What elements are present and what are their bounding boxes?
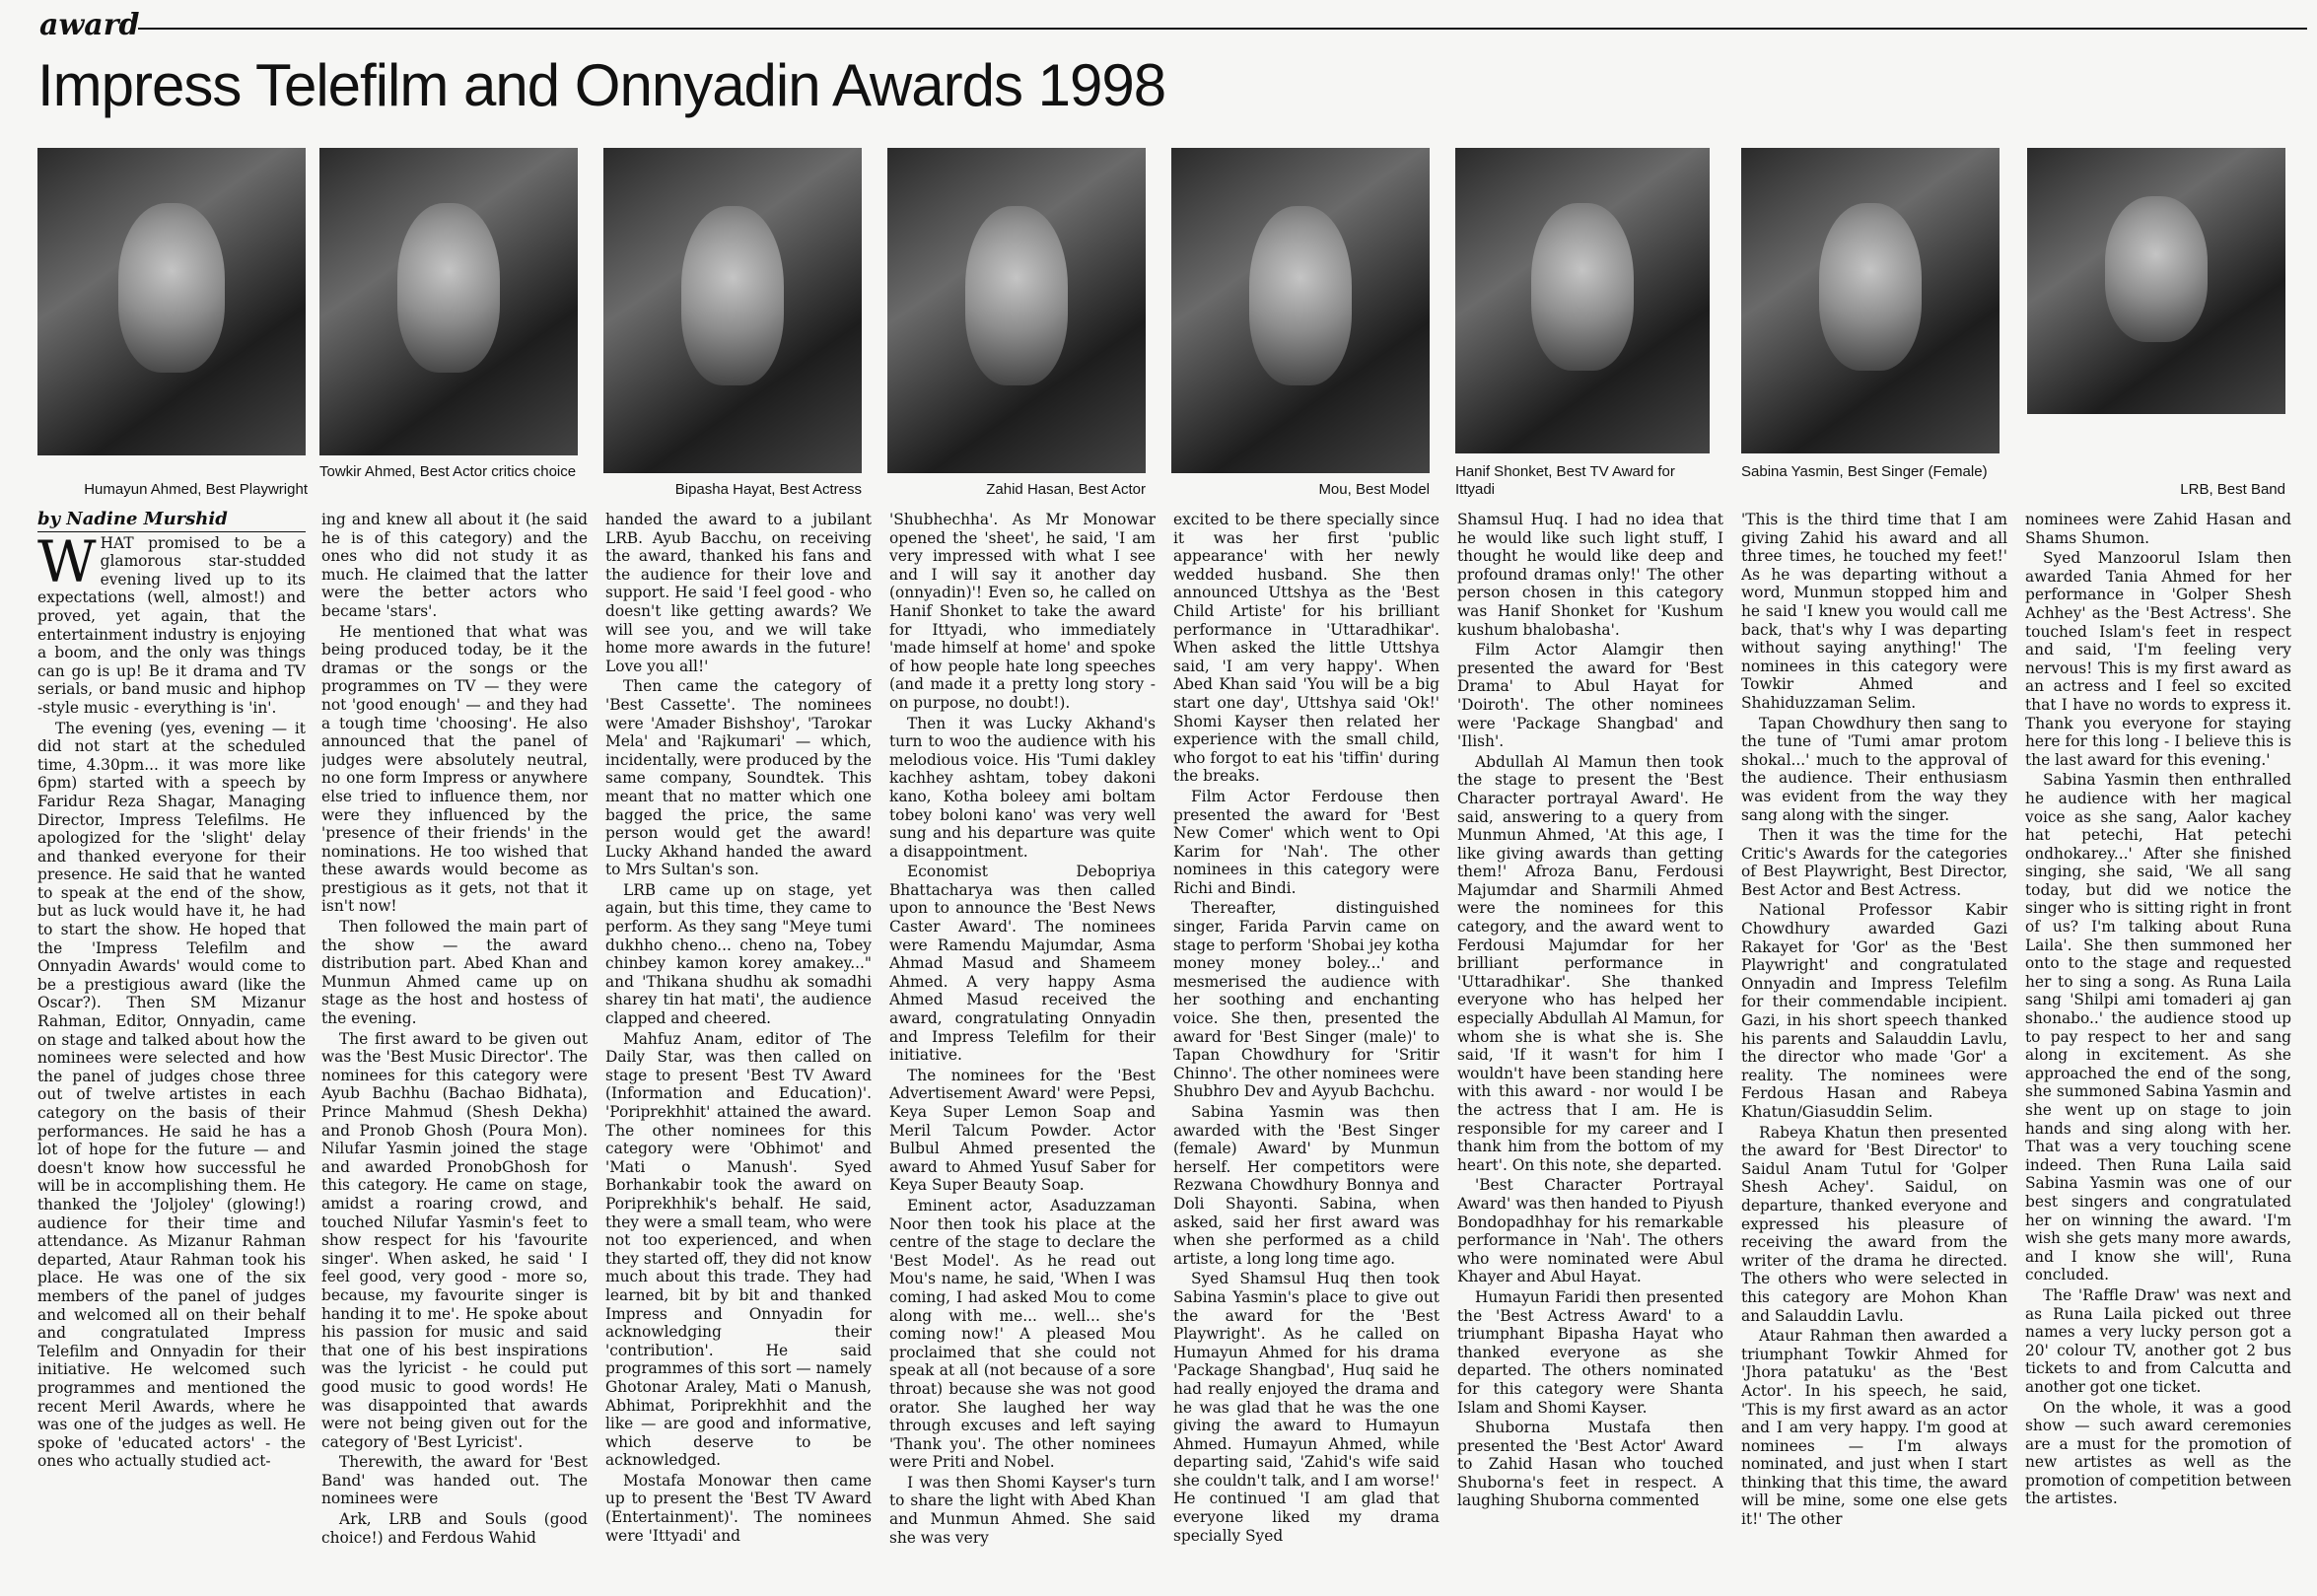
paragraph: Shuborna Mustafa then presented the 'Best Actor' Award to Zahid Hasan who touched Shuborna's feet in respect. A laughing Shuborna commented xyxy=(1457,1419,1723,1510)
column-7 xyxy=(1741,511,2007,1590)
paragraph: National Professor Kabir Chowdhury awarded Gazi Rakayet for 'Gor' as the 'Best Playwright' and congratulated Onnyadin and Impress Telefilm for their commendable incipient. Gazi, in his short speech thanked his parents and Salauddin Lavlu, the director who made 'Gor' a reality. The nominees were Ferdous Hasan and Rabeya Khatun/Giasuddin Selim. xyxy=(1741,901,2007,1121)
paragraph: I was then Shomi Kayser's turn to share the light with Abed Khan and Munmun Ahmed. She said she was very xyxy=(889,1473,1156,1547)
paragraph: Rabeya Khatun then presented the award for 'Best Director' to Saidul Anam Tutul for 'Golper Shesh Achey'. Saidul, on departure, thanked everyone and expressed his pleasure of receiving the award from the writer of the drama he directed. The others who were selected in this category are Mohon Khan and Salauddin Lavlu. xyxy=(1741,1123,2007,1325)
paragraph: The evening (yes, evening — it did not start at the scheduled time, 4.30pm... it was more like 6pm) started with a speech by Faridur Reza Shagar, Managing Director, Impress Telefilms. He apologized for the 'slight' delay and thanked everyone for their presence. He said that he wanted to speak at the end of the show, but as luck would have it, he had to start the show. He hoped that the 'Impress Telefilm and Onnyadin Awards' would come to be a prestigious award (like the Oscar?). Then SM Mizanur Rahman, Editor, Onnyadin, came on stage and talked about how the nominees were selected and how the panel of judges chose three out of twelve artistes in each category on the basis of their performances. He said he has a lot of hope for the future — and doesn't know how successful he will be in accomplishing them. He thanked the 'Joljoley' (glowing!) audience for their time and attendance. As Mizanur Rahman departed, Ataur Rahman took his place. He was one of the six members of the panel of judges and welcomed all on their behalf and congratulated Impress Telefilm and Onnyadin for their initiative. He welcomed such programmes and mentioned the recent Meril Awards, where he was one of the judges as well. He spoke of 'educated actors' - the ones who actually studied act- xyxy=(37,719,306,1471)
paragraph: Film Actor Alamgir then presented the award for 'Best Drama' to Abul Hayat for 'Doiroth'. The other nominees were 'Package Shangbad' and 'Ilish'. xyxy=(1457,641,1723,751)
paragraph: Shamsul Huq. I had no idea that he would like such light stuff, I thought he would like deep and profound dramas only!' The other person chosen in this category was Hanif Shonket for 'Kushum kushum bhalobasha'. xyxy=(1457,511,1723,639)
paragraph: excited to be there specially since it was her first 'public appearance' with her newly wedded husband. She then announced Uttshya as the 'Best Child Artiste' for his brilliant performance in 'Uttaradhikar'. When asked the little Uttshya said, 'I am very happy'. When Abed Khan said 'You will be a big start one day', Uttshya said 'Ok!' Shomi Kayser then related her experience with the small child, who forgot to eat his 'tiffin' during the breaks. xyxy=(1173,511,1439,786)
paragraph: Syed Manzoorul Islam then awarded Tania Ahmed for her performance in 'Golper Shesh Achhey' as the 'Best Actress'. She touched Islam's feet in respect and said, 'I'm feeling very nervous! This is my first award as an actress and I feel so excited that I have no words to express it. Thank you everyone for staying here for this long - I believe this is the last award for this evening.' xyxy=(2025,549,2291,769)
paragraph: The nominees for the 'Best Advertisement Award' were Pepsi, Keya Super Lemon Soap and Meril Talcum Powder. Actor Bulbul Ahmed presented the award to Ahmed Yusuf Saber for Keya Super Beauty Soap. xyxy=(889,1066,1156,1195)
paragraph: Then followed the main part of the show — the award distribution part. Abed Khan and Munmun Ahmed came up on stage as the host and hostess of the evening. xyxy=(321,918,588,1028)
paragraph: Humayun Faridi then presented the 'Best Actress Award' to a triumphant Bipasha Hayat who thanked everyone as she departed. The others nominated for this category were Shanta Islam and Shomi Kayser. xyxy=(1457,1287,1723,1417)
caption-bipasha-hayat: Bipasha Hayat, Best Actress xyxy=(674,481,862,498)
photo-towkir-ahmed xyxy=(319,148,578,455)
paragraph: ing and knew all about it (he said he is of this category) and the ones who did not study it as much. He claimed that the latter were the better actors who became 'stars'. xyxy=(321,511,588,620)
photo-humayun-ahmed xyxy=(37,148,306,455)
section-tag: award xyxy=(39,8,140,42)
photo-bipasha-hayat xyxy=(603,148,862,473)
caption-sabina-yasmin: Sabina Yasmin, Best Singer (Female) xyxy=(1741,463,1988,480)
photo-sabina-yasmin xyxy=(1741,148,2000,453)
top-rule xyxy=(138,28,2307,30)
paragraph: Syed Shamsul Huq then took Sabina Yasmin's place to give out the award for the 'Best Playwright'. As he called on Humayun Ahmed for his drama 'Package Shangbad', Huq said he had really enjoyed the drama and he was glad that he was the one giving the award to Humayun Ahmed. Humayun Ahmed, while departing said, 'Zahid's wife said she couldn't talk, and I am worse!' He continued 'I am glad that everyone liked my drama specially Syed xyxy=(1173,1270,1439,1545)
column-6 xyxy=(1457,511,1723,1590)
caption-lrb: LRB, Best Band xyxy=(2180,481,2285,498)
paragraph: Ark, LRB and Souls (good choice!) and Ferdous Wahid xyxy=(321,1510,588,1547)
paragraph: Then came the category of 'Best Cassette'. The nominees were 'Amader Bishshoy', 'Tarokar Mela' and 'Rajkumari' — which, incidentally, were produced by the same company, Soundtek. This meant that no matter which one bagged the price, the same person would get the award! Lucky Akhand handed the award to Mrs Sultan's son. xyxy=(605,677,872,879)
paragraph: Sabina Yasmin then enthralled he audience with her magical voice as she sang, Aalor kachey hat petechi, Hat petechi ondhokarey...' After she finished singing, she said, 'We all sang today, but did we notice the singer who is sitting right in front of us? I'm talking about Runa Laila'. She then summoned her onto to the stage and requested her to sing a song. As Runa Laila sang 'Shilpi ami tomaderi aj gan shonabo..' the audience stood up to pay respect to her and sang along in excitement. As she approached the end of the song, she summoned Sabina Yasmin and she went up on stage to join hands and sing along with her. That was a very touching scene indeed. Then Runa Laila said Sabina Yasmin was one of our best singers and congratulated her on winning the award. 'I'm wish she gets many more awards, and I know she will', Runa concluded. xyxy=(2025,771,2291,1284)
paragraph: 'This is the third time that I am giving Zahid his award and all three times, he touched my feet!' As he was departing without a word, Munmun stopped him and he said 'I knew you would call me back, that's why I was departing without saying anything!' The nominees in this category were Towkir Ahmed and Shahiduzzaman Selim. xyxy=(1741,511,2007,712)
paragraph: Therewith, the award for 'Best Band' was handed out. The nominees were xyxy=(321,1453,588,1508)
column-1 xyxy=(37,511,306,1590)
photo-hanif-shonket xyxy=(1455,148,1710,453)
paragraph: LRB came up on stage, yet again, but this time, they came to perform. As they sang "Meye tumi dukhho cheno... cheno na, Tobey chinbey kamon korey amakey..." and 'Thikana shudhu ak somadhi sharey tin hat mati', the audience clapped and cheered. xyxy=(605,880,872,1028)
column-2 xyxy=(321,511,588,1590)
byline: by Nadine Murshid xyxy=(37,511,306,532)
drop-cap: W xyxy=(37,527,97,595)
paragraph: Mahfuz Anam, editor of The Daily Star, was then called on stage to present 'Best TV Award (Information and Education)'. 'Poriprekhhit' attained the award. The other nominees for this category were 'Obhimot' and 'Mati o Manush'. Syed Borhankabir took the award on Poriprekhhik's behalf. He said, they were a small team, who were not too experienced, and when they started off, they did not know much about this trade. They had learned, bit by bit and thanked Impress and Onnyadin for acknowledging their 'contribution'. He said programmes of this sort — namely Ghotonar Araley, Mati o Manush, Abhimat, Poriprekhhit and the like — are good and informative, which deserve to be acknowledged. xyxy=(605,1029,872,1470)
paragraph: Thereafter, distinguished singer, Farida Parvin came on stage to perform 'Shobai jey kotha money money boley...' and mesmerised the audience with her soothing and enchanting voice. She then, presented the award for 'Best Singer (male)' to Tapan Chowdhury for 'Sritir Chinno'. The other nominees were Shubhro Dev and Ayyub Bachchu. xyxy=(1173,899,1439,1101)
paragraph: On the whole, it was a good show — such award ceremonies are a must for the promotion of new artistes as well as the promotion of competition between the artistes. xyxy=(2025,1398,2291,1508)
paragraph: Mostafa Monowar then came up to present the 'Best TV Award (Entertainment)'. The nominees were 'Ittyadi' and xyxy=(605,1471,872,1545)
column-3 xyxy=(605,511,872,1590)
column-8 xyxy=(2025,511,2291,1590)
paragraph: 'Shubhechha'. As Mr Monowar opened the 'sheet', he said, 'I am very impressed with what I see and I will say it another day (onnyadin)'! Even so, he called on Hanif Shonket to take the award for Ittyadi, who immediately 'made himself at home' and spoke of how people hate long speeches (and made it a pretty long story - on purpose, no doubt!). xyxy=(889,511,1156,712)
caption-humayun-ahmed: Humayun Ahmed, Best Playwright xyxy=(84,481,308,498)
article-body xyxy=(37,511,2305,1590)
caption-mou: Mou, Best Model xyxy=(1318,481,1430,498)
caption-zahid-hasan: Zahid Hasan, Best Actor xyxy=(986,481,1146,498)
paragraph: Sabina Yasmin was then awarded with the 'Best Singer (female) Award' by Munmun herself. Her competitors were Rezwana Chowdhury Bonnya and Doli Shayonti. Sabina, when asked, said her first award was when she performed as a child artiste, a long long time ago. xyxy=(1173,1103,1439,1268)
column-5 xyxy=(1173,511,1439,1590)
paragraph: WHAT promised to be a glamorous star-studded evening lived up to its expectations (well, almost!) and proved, yet again, that the entertainment industry is enjoying a boom, and the only was things can go is up! Be it drama and TV serials, or band music and hiphop -style music - everything is 'in'. xyxy=(37,527,306,717)
paragraph: The 'Raffle Draw' was next and as Runa Laila picked out three names a very lucky person got a 20' colour TV, another got 2 bus tickets to and from Calcutta and another got one ticket. xyxy=(2025,1285,2291,1396)
paragraph: He mentioned that what was being produced today, be it the dramas or the songs or the programmes on TV — they were not 'good enough' — and they had a tough time 'choosing'. He also announced that the panel of judges were absolutely neutral, no one form Impress or anywhere else tried to influence them, nor were they influenced by the 'presence of their friends' in the nominations. He too wished that these awards would become as prestigious as it gets, not that it isn't now! xyxy=(321,622,588,916)
photo-mou xyxy=(1171,148,1430,473)
caption-towkir-ahmed: Towkir Ahmed, Best Actor critics choice xyxy=(319,463,577,480)
paragraph: Tapan Chowdhury then sang to the tune of 'Tumi amar protom shokal...' much to the approval of the audience. Their enthusiasm was evident from the way they sang along with the singer. xyxy=(1741,714,2007,824)
paragraph: Then it was Lucky Akhand's turn to woo the audience with his melodious voice. His 'Tumi dakley kachhey ashtam, tobey dakoni kano, Kotha boleey ami boltam tobey boloni kano' was very well sung and his departure was quite a disappointment. xyxy=(889,714,1156,861)
paragraph: Eminent actor, Asaduzzaman Noor then took his place at the centre of the stage to declare the 'Best Model'. As he read out Mou's name, he said, 'When I was coming, I had asked Mou to come along with me... well... she's coming now!' A pleased Mou proclaimed that she could not speak at all (not because of a sore throat) because she was not good orator. She laughed her way through excuses and left saying 'Thank you'. The other nominees were Priti and Nobel. xyxy=(889,1196,1156,1472)
paragraph: Film Actor Ferdouse then presented the award for 'Best New Comer' which went to Opi Karim for 'Nah'. The other nominees in this category were Richi and Bindi. xyxy=(1173,787,1439,897)
photo-row xyxy=(37,148,2305,503)
paragraph: handed the award to a jubilant LRB. Ayub Bacchu, on receiving the award, thanked his fans and the audience for their love and support. He said 'I feel good - who doesn't like getting awards? We will see you, and we will take home more awards in the future! Love you all!' xyxy=(605,511,872,675)
paragraph: Then it was the time for the Critic's Awards for the categories of Best Playwright, Best Director, Best Actor and Best Actress. xyxy=(1741,826,2007,899)
column-4 xyxy=(889,511,1156,1590)
headline: Impress Telefilm and Onnyadin Awards 1998 xyxy=(37,52,1166,118)
caption-hanif-shonket: Hanif Shonket, Best TV Award for Ittyadi xyxy=(1455,463,1675,498)
photo-lrb xyxy=(2027,148,2285,414)
paragraph: Ataur Rahman then awarded a triumphant Towkir Ahmed for 'Jhora patatuku' as the 'Best Actor'. In his speech, he said, 'This is my first award as an actor and I am very happy. I'm good at nominees — I'm always nominated, and just when I start thinking that this time, the award will be mine, some one else gets it!' The other xyxy=(1741,1327,2007,1529)
paragraph: Abdullah Al Mamun then took the stage to present the 'Best Character portrayal Award'. He said, answering to a query from Munmun Ahmed, 'At this age, I like giving awards than getting them!' Afroza Banu, Ferdousi Majumdar and Sharmili Ahmed were the nominees for this category, and the award went to Ferdousi Majumdar for her brilliant performance in 'Uttaradhikar'. She thanked everyone who has helped her especially Abdullah Al Mamun, for whom she is what she is. She said, 'If it wasn't for him I wouldn't have been standing here with this award - nor would I be the actress that I am. He is responsible for my career and I thank him from the bottom of my heart'. On this note, she departed. xyxy=(1457,752,1723,1174)
photo-zahid-hasan xyxy=(887,148,1146,473)
paragraph: The first award to be given out was the 'Best Music Director'. The nominees for this category were Ayub Bachhu (Bachao Bidhata), Prince Mahmud (Shesh Dekha) and Pronob Ghosh (Poura Mon). Nilufar Yasmin joined the stage and awarded PronobGhosh for this category. He came on stage, amidst a roaring crowd, and touched Nilufar Yasmin's feet to show respect for his 'favourite singer'. When asked, he said ' I feel good, very good - more so, because, my favourite singer is handing it to me'. He spoke about his passion for music and said that one of his best inspirations was the lyricist - he could put good music to good words! He was disappointed that awards were not being given out for the category of 'Best Lyricist'. xyxy=(321,1029,588,1451)
paragraph: 'Best Character Portrayal Award' was then handed to Piyush Bondopadhhay for his remarkable performance in 'Nah'. The others who were nominated were Abul Khayer and Abul Hayat. xyxy=(1457,1176,1723,1286)
paragraph: nominees were Zahid Hasan and Shams Shumon. xyxy=(2025,511,2291,547)
paragraph: Economist Debopriya Bhattacharya was then called upon to announce the 'Best News Caster Award'. The nominees were Ramendu Majumdar, Asma Ahmad Masud and Shameem Ahmed. A very happy Asma Ahmed Masud received the award, congratulating Onnyadin and Impress Telefilm for their initiative. xyxy=(889,863,1156,1065)
